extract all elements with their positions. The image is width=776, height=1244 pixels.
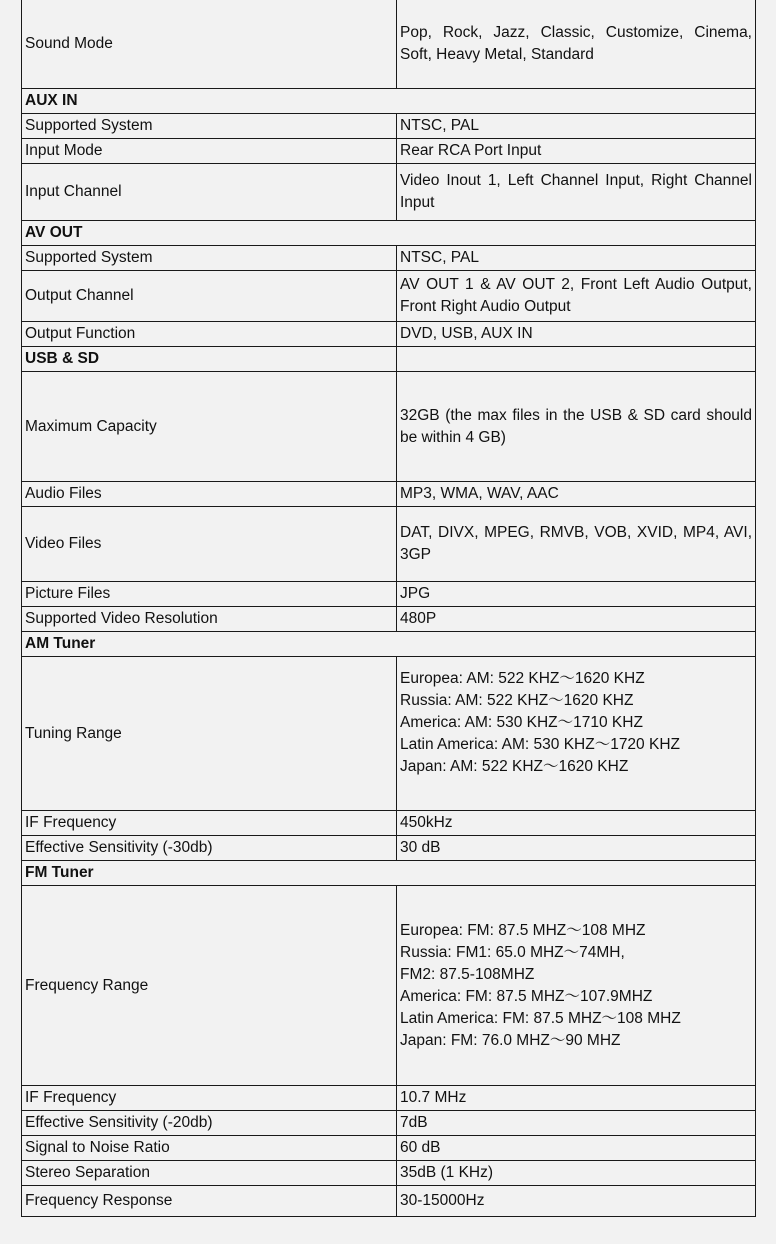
- spec-value: AV OUT 1 & AV OUT 2, Front Left Audio Output, Front Right Audio Output: [397, 271, 756, 322]
- spec-label: Supported System: [22, 246, 397, 271]
- spec-value: NTSC, PAL: [397, 246, 756, 271]
- spec-label: Maximum Capacity: [22, 372, 397, 482]
- spec-value: JPG: [397, 582, 756, 607]
- spec-value: MP3, WMA, WAV, AAC: [397, 482, 756, 507]
- spec-label: Supported Video Resolution: [22, 607, 397, 632]
- section-header-row: [22, 89, 756, 114]
- section-header-row: [22, 347, 756, 372]
- spec-label: Stereo Separation: [22, 1161, 397, 1186]
- spec-row: [22, 482, 756, 507]
- spec-row: [22, 164, 756, 221]
- spec-table-body: [22, 0, 756, 1217]
- spec-label: Frequency Response: [22, 1186, 397, 1217]
- spec-value: Rear RCA Port Input: [397, 139, 756, 164]
- spec-row: [22, 322, 756, 347]
- spec-row: [22, 811, 756, 836]
- spec-label: IF Frequency: [22, 811, 397, 836]
- spec-value: 7dB: [397, 1111, 756, 1136]
- spec-label: Input Mode: [22, 139, 397, 164]
- spec-value: 60 dB: [397, 1136, 756, 1161]
- section-header: AUX IN: [22, 89, 756, 114]
- spec-row: [22, 886, 756, 1086]
- spec-value: Europea: AM: 522 KHZ～1620 KHZ Russia: AM: 522 KHZ～1620 KHZ America: AM: 530 KHZ～1710 KHZ Latin America: AM: 530 KHZ～1720 KHZ Japan: AM: 522 KHZ～1620 KHZ: [397, 657, 756, 811]
- spec-value: 10.7 MHz: [397, 1086, 756, 1111]
- spec-label: IF Frequency: [22, 1086, 397, 1111]
- spec-value: NTSC, PAL: [397, 114, 756, 139]
- section-header-row: [22, 861, 756, 886]
- spec-row: [22, 1186, 756, 1217]
- spec-label: Effective Sensitivity (-30db): [22, 836, 397, 861]
- section-header: AV OUT: [22, 221, 756, 246]
- spec-value: 30-15000Hz: [397, 1186, 756, 1217]
- spec-label: Output Function: [22, 322, 397, 347]
- spec-row: [22, 1086, 756, 1111]
- spec-row: [22, 607, 756, 632]
- spec-label: Supported System: [22, 114, 397, 139]
- spec-label: Signal to Noise Ratio: [22, 1136, 397, 1161]
- section-header-row: [22, 632, 756, 657]
- spec-value: 32GB (the max files in the USB & SD card should be within 4 GB): [397, 372, 756, 482]
- spec-label: Output Channel: [22, 271, 397, 322]
- spec-row: [22, 139, 756, 164]
- empty-cell: [397, 347, 756, 372]
- spec-value: DAT, DIVX, MPEG, RMVB, VOB, XVID, MP4, AVI, 3GP: [397, 507, 756, 582]
- spec-row: [22, 1111, 756, 1136]
- spec-label: Tuning Range: [22, 657, 397, 811]
- spec-value: 35dB (1 KHz): [397, 1161, 756, 1186]
- spec-row: [22, 114, 756, 139]
- spec-row: [22, 1136, 756, 1161]
- spec-row: [22, 836, 756, 861]
- spec-row: [22, 271, 756, 322]
- spec-row: [22, 582, 756, 607]
- section-header: FM Tuner: [22, 861, 756, 886]
- spec-value: Europea: FM: 87.5 MHZ～108 MHZ Russia: FM1: 65.0 MHZ～74MH, FM2: 87.5-108MHZ America: FM: 87.5 MHZ～107.9MHZ Latin America: FM: 87.5 MHZ～108 MHZ Japan: FM: 76.0 MHZ～90 MHZ: [397, 886, 756, 1086]
- spec-label: Sound Mode: [22, 0, 397, 89]
- spec-table: [21, 0, 756, 1217]
- spec-label: Frequency Range: [22, 886, 397, 1086]
- section-header: USB & SD: [22, 347, 397, 372]
- spec-row: [22, 372, 756, 482]
- section-header-row: [22, 221, 756, 246]
- spec-row: [22, 246, 756, 271]
- spec-label: Video Files: [22, 507, 397, 582]
- section-header: AM Tuner: [22, 632, 756, 657]
- spec-value: Video Inout 1, Left Channel Input, Right Channel Input: [397, 164, 756, 221]
- spec-row: [22, 1161, 756, 1186]
- spec-row: [22, 507, 756, 582]
- spec-row: [22, 0, 756, 89]
- spec-value: 480P: [397, 607, 756, 632]
- spec-row: [22, 657, 756, 811]
- spec-label: Picture Files: [22, 582, 397, 607]
- spec-value: 450kHz: [397, 811, 756, 836]
- spec-value: Pop, Rock, Jazz, Classic, Customize, Cinema, Soft, Heavy Metal, Standard: [397, 0, 756, 89]
- spec-value: 30 dB: [397, 836, 756, 861]
- spec-label: Input Channel: [22, 164, 397, 221]
- spec-label: Audio Files: [22, 482, 397, 507]
- spec-label: Effective Sensitivity (-20db): [22, 1111, 397, 1136]
- spec-value: DVD, USB, AUX IN: [397, 322, 756, 347]
